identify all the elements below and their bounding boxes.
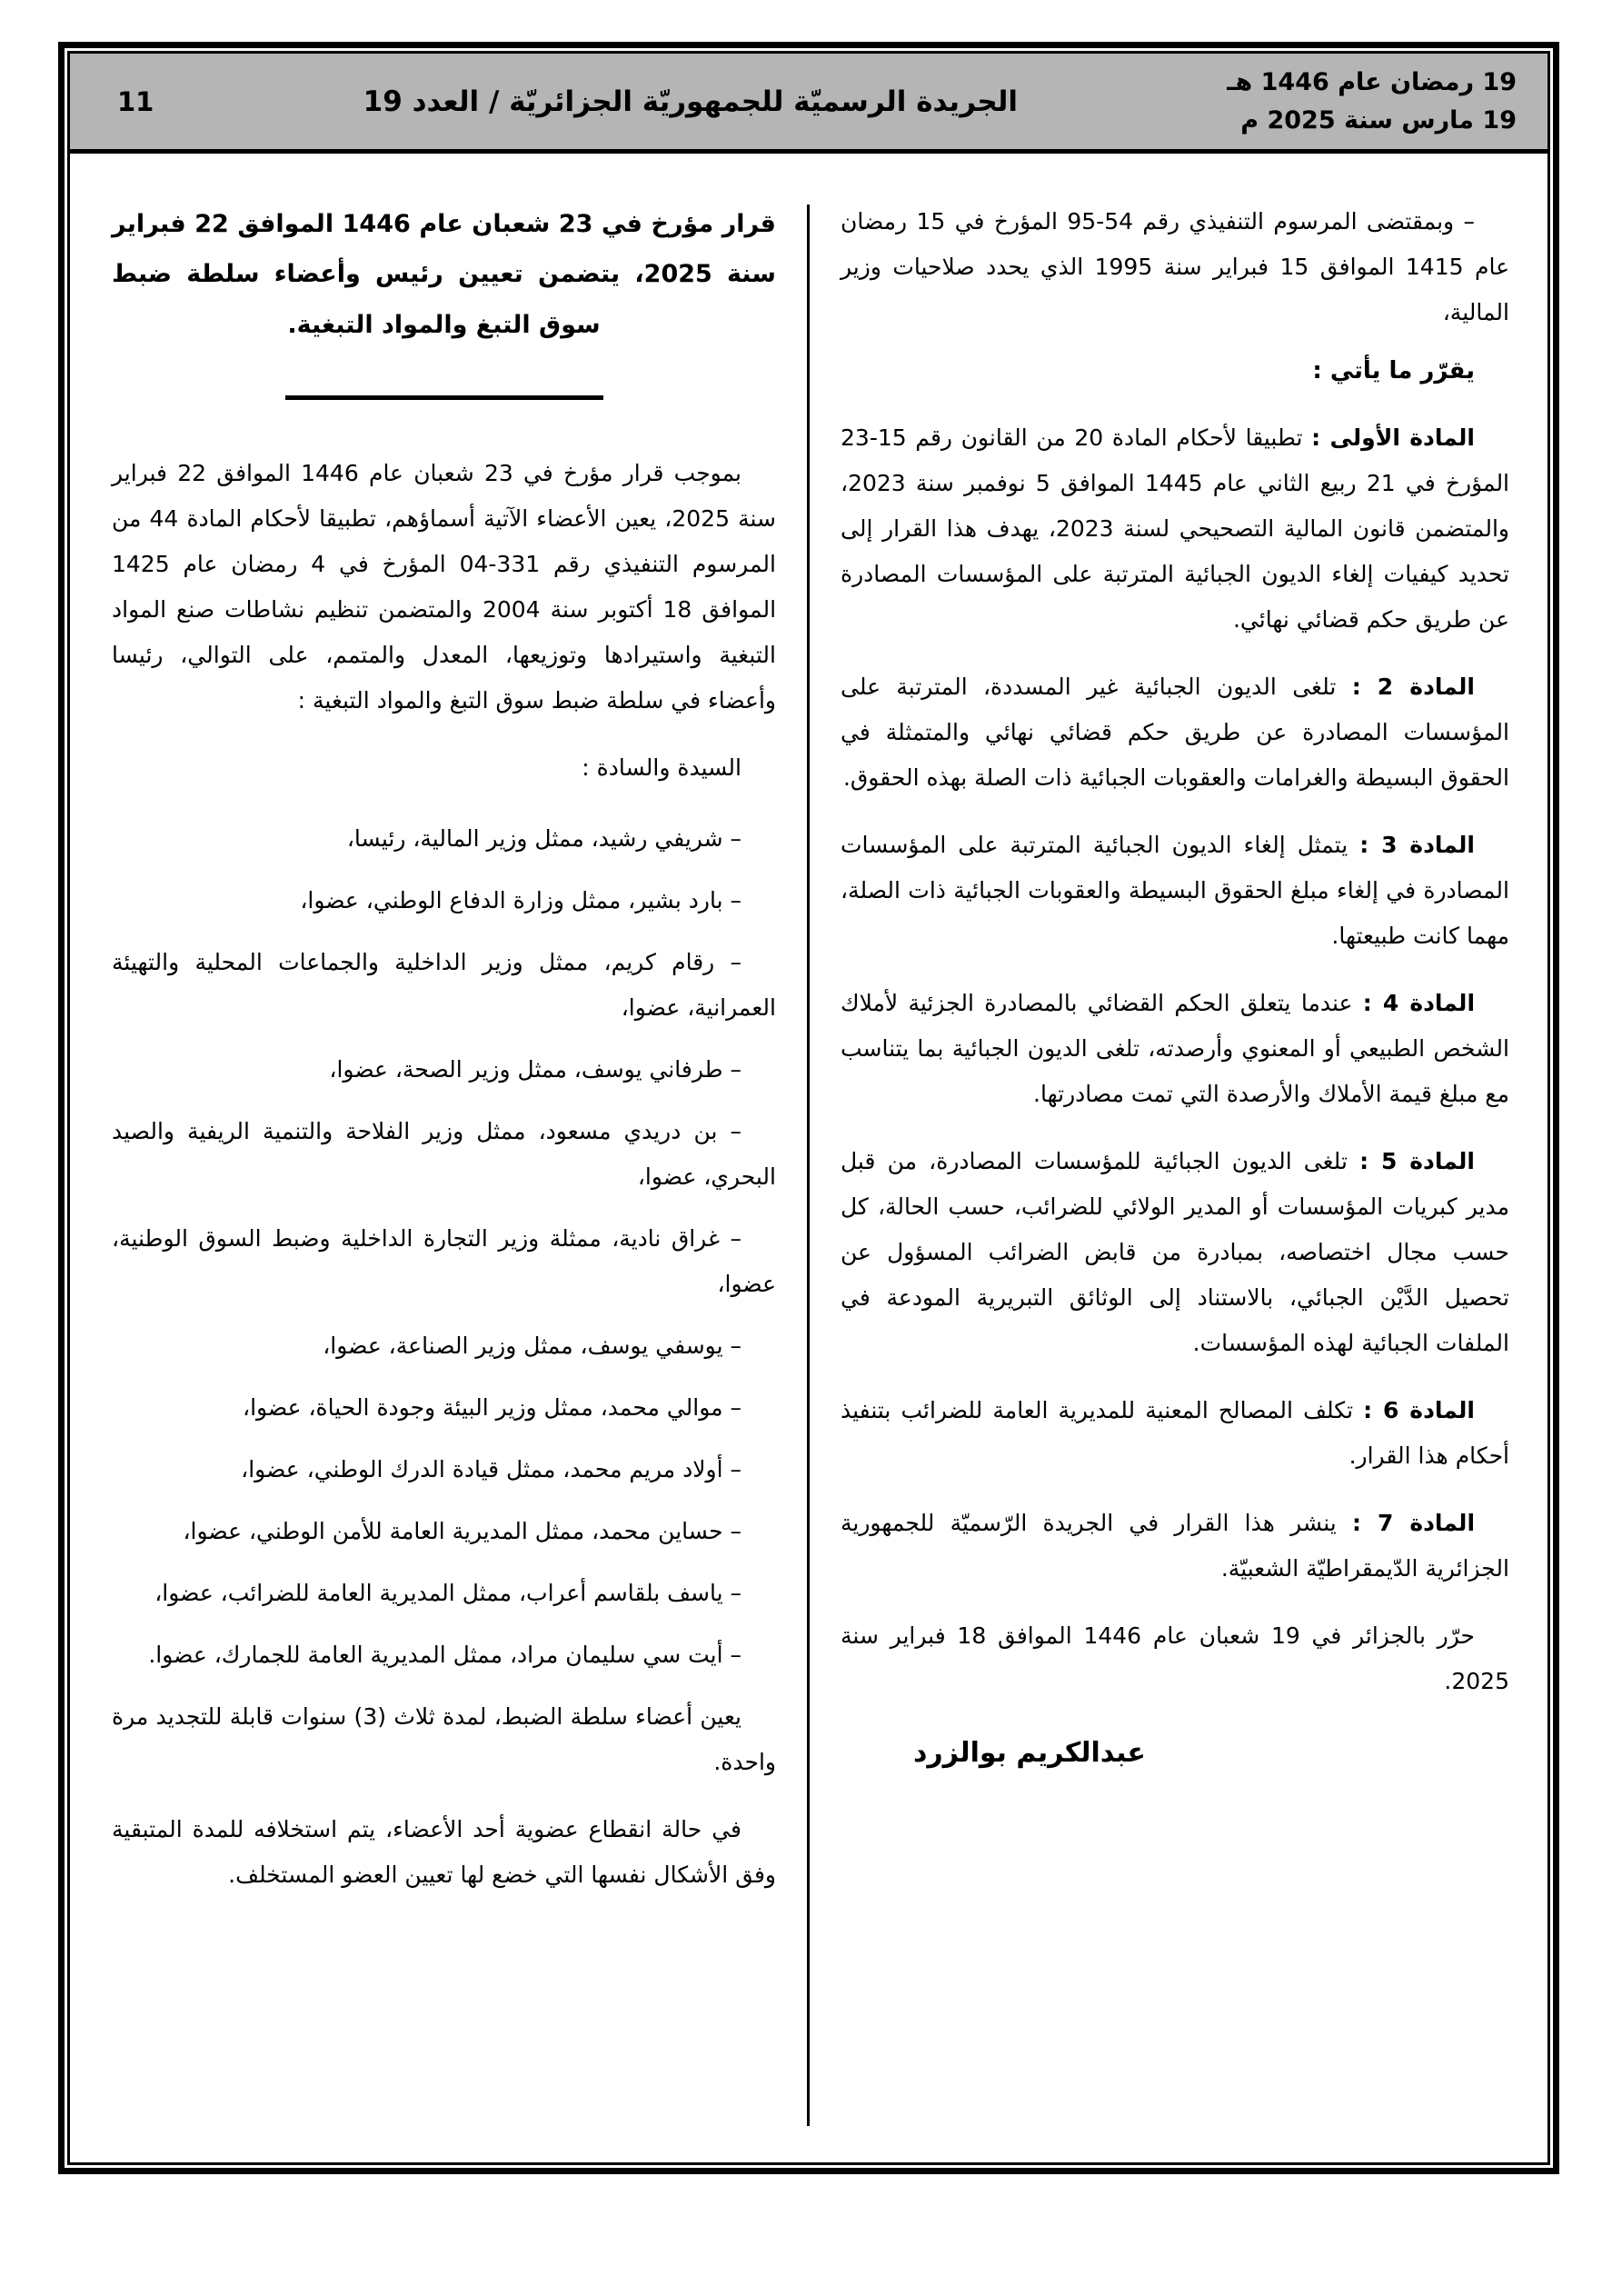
article-text: ينشر هذا القرار في الجريدة الرّسميّة للجمهورية الجزائرية الدّيمقراطيّة الشعبيّة.	[841, 1510, 1509, 1582]
article-text: تكلف المصالح المعنية للمديرية العامة للضرائب بتنفيذ أحكام هذا القرار.	[841, 1397, 1509, 1469]
page-frame-inner	[67, 51, 1550, 2165]
visa-clause: – وبمقتضى المرسوم التنفيذي رقم 54-95 المؤرخ في 15 رمضان عام 1415 الموافق 15 فبراير سنة 1995 الذي يحدد صلاحيات وزير المالية،	[841, 208, 1509, 325]
articles-column	[810, 199, 1547, 2162]
gazette-title: الجريدة الرسميّة للجمهوريّة الجزائريّة / العدد 19	[363, 85, 1018, 118]
decision-column	[70, 199, 807, 2162]
member-item: – موالي محمد، ممثل وزير البيئة وجودة الحياة، عضوا،	[243, 1394, 741, 1422]
article-label: المادة 7 :	[1351, 1510, 1476, 1536]
gazette-header	[70, 54, 1547, 154]
decision-intro: بموجب قرار مؤرخ في 23 شعبان عام 1446 الموافق 22 فبراير سنة 2025، يعين الأعضاء الآتية أسماؤهم، تطبيقا لأحكام المادة 44 من المرسوم التنفيذي رقم 331-04 المؤرخ في 4 رمضان عام 1425 الموافق 18 أكتوبر سنة 2004 والمتضمن تنظيم نشاطات صنع المواد التبغية واستيرادها وتوزيعها، المعدل والمتمم، على التوالي، رئيسا وأعضاء في سلطة ضبط سوق التبغ والمواد التبغية :	[112, 460, 777, 714]
member-item: – أولاد مريم محمد، ممثل قيادة الدرك الوطني، عضوا،	[241, 1456, 741, 1483]
article-label: المادة 3 :	[1359, 832, 1476, 858]
member-item: – غراق نادية، ممثلة وزير التجارة الداخلية وضبط السوق الوطنية، عضوا،	[112, 1225, 776, 1298]
member-item: – بن دريدي مسعود، ممثل وزير الفلاحة والتنمية الريفية والصيد البحري، عضوا،	[112, 1118, 776, 1191]
article-paragraph	[841, 664, 1509, 801]
article-text: تلغى الديون الجبائية غير المسددة، المترتبة على المؤسسات المصادرة عن طريق حكم قضائي نهائي والمتمثلة في الحقوق البسيطة والغرامات والعقوبات الجبائية ذات الصلة بهذه الحقوق.	[841, 674, 1509, 791]
article-text: يتمثل إلغاء الديون الجبائية المترتبة على المؤسسات المصادرة في إلغاء مبلغ الحقوق البسيطة والعقوبات الجبائية ذات الصلة، مهما كانت طبيعتها.	[841, 832, 1509, 949]
article-label: المادة 4 :	[1362, 990, 1476, 1016]
member-item: – يوسفي يوسف، ممثل وزير الصناعة، عضوا،	[323, 1333, 741, 1360]
member-item: – بارد بشير، ممثل وزارة الدفاع الوطني، عضوا،	[300, 887, 741, 914]
content-columns	[70, 154, 1547, 2162]
decree-heading: يقرّر ما يأتي :	[1312, 357, 1475, 384]
member-item: – أيت سي سليمان مراد، ممثل المديرية العامة للجمارك، عضوا.	[148, 1642, 741, 1669]
article-label: المادة 5 :	[1359, 1148, 1475, 1174]
article-label: المادة 2 :	[1351, 674, 1475, 700]
decision-title: قرار مؤرخ في 23 شعبان عام 1446 الموافق 22 فبراير سنة 2025، يتضمن تعيين رئيس وأعضاء سلطة ضبط سوق التبغ والمواد التبغية.	[112, 210, 776, 339]
closing-paragraph: يعين أعضاء سلطة الضبط، لمدة ثلاث (3) سنوات قابلة للتجديد مرة واحدة.	[112, 1703, 776, 1776]
article-text: تلغى الديون الجبائية للمؤسسات المصادرة، من قبل مدير كبريات المؤسسات أو المدير الولائي للضرائب، حسب الحالة، كل حسب مجال اختصاصه، بمبادرة من قابض الضرائب المسؤول عن تحصيل الدَّيْن الجبائي، بالاستناد إلى الوثائق التبريرية المودعة في الملفات الجبائية لهذه المؤسسات.	[841, 1148, 1509, 1356]
member-item: – طرفاني يوسف، ممثل وزير الصحة، عضوا،	[329, 1056, 741, 1083]
article-label: المادة 6 :	[1363, 1397, 1475, 1423]
article-paragraph	[841, 1388, 1509, 1479]
member-item: – شريفي رشيد، ممثل وزير المالية، رئيسا،	[346, 825, 741, 853]
closing-paragraph: في حالة انقطاع عضوية أحد الأعضاء، يتم استخلافه للمدة المتبقية وفق الأشكال نفسها التي خضع لها تعيين العضو المستخلف.	[112, 1816, 776, 1889]
article-text: تطبيقا لأحكام المادة 20 من القانون رقم 15-23 المؤرخ في 21 ربيع الثاني عام 1445 الموافق 5 نوفمبر سنة 2023، والمتضمن قانون المالية التصحيحي لسنة 2023، يهدف هذا القرار إلى تحديد كيفيات إلغاء الديون الجبائية المترتبة على المؤسسات المصادرة عن طريق حكم قضائي نهائي.	[841, 424, 1510, 633]
column-divider	[807, 205, 810, 2126]
article-text: عندما يتعلق الحكم القضائي بالمصادرة الجزئية لأملاك الشخص الطبيعي أو المعنوي وأرصدته، تلغى الديون الجبائية بما يتناسب مع مبلغ قيمة الأملاك والأرصدة التي تمت مصادرتها.	[841, 990, 1509, 1107]
gazette-dates	[1227, 64, 1547, 140]
article-paragraph	[841, 1501, 1509, 1592]
hijri-date: 19 رمضان عام 1446 هـ	[1227, 67, 1517, 96]
article-paragraph	[841, 1139, 1509, 1366]
salutation: السيدة والسادة :	[582, 754, 741, 782]
page-frame	[58, 42, 1559, 2174]
member-item: – حساين محمد، ممثل المديرية العامة للأمن الوطني، عضوا،	[183, 1518, 741, 1545]
signature: عبدالكريم بوالزرد	[913, 1737, 1146, 1769]
issued-line: حرّر بالجزائر في 19 شعبان عام 1446 الموافق 18 فبراير سنة 2025.	[841, 1622, 1509, 1694]
member-list	[112, 816, 776, 1678]
gregorian-date: 19 مارس سنة 2025 م	[1240, 105, 1517, 135]
article-paragraph	[841, 981, 1509, 1117]
article-paragraph	[841, 823, 1509, 959]
article-paragraph	[841, 415, 1509, 643]
title-divider	[285, 395, 603, 400]
article-label: المادة الأولى :	[1311, 424, 1475, 451]
page-number: 11	[117, 85, 154, 117]
member-item: – رقام كريم، ممثل وزير الداخلية والجماعات المحلية والتهيئة العمرانية، عضوا،	[112, 949, 776, 1022]
member-item: – ياسف بلقاسم أعراب، ممثل المديرية العامة للضرائب، عضوا،	[154, 1580, 741, 1607]
